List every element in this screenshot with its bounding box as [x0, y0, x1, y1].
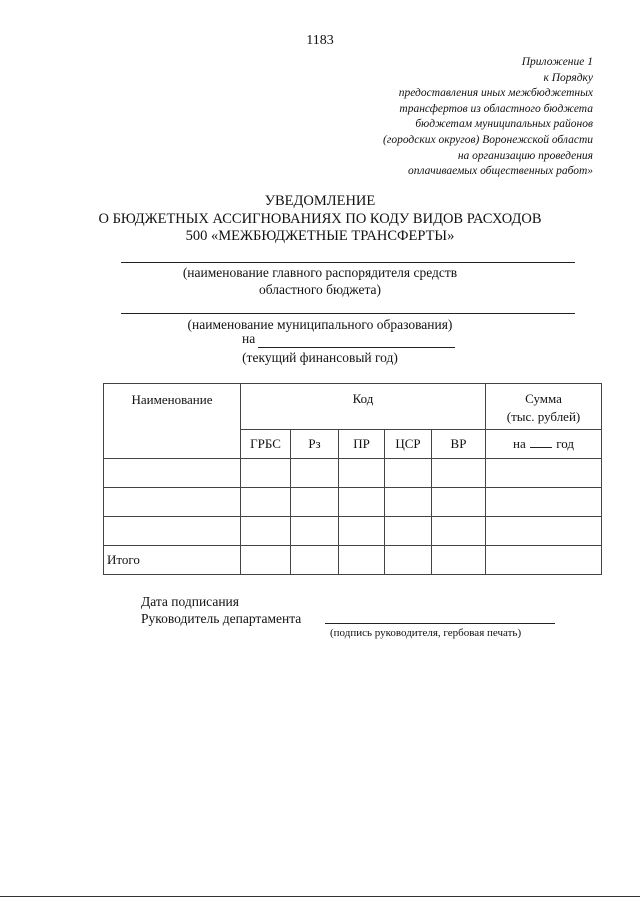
distributor-blank-line — [121, 262, 575, 263]
header-name: Наименование — [104, 384, 241, 459]
year-blank-line — [258, 347, 455, 348]
table-row — [104, 488, 602, 517]
distributor-caption — [0, 264, 640, 298]
appendix-line: к Порядку — [543, 71, 593, 84]
header-grbs: ГРБС — [241, 430, 291, 459]
header-year: на год — [486, 430, 602, 459]
department-head-label: Руководитель департамента — [141, 611, 302, 626]
header-csr: ЦСР — [385, 430, 432, 459]
header-rz: Рз — [291, 430, 339, 459]
document-title — [0, 193, 640, 246]
signature-block — [141, 593, 301, 627]
signing-date-label: Дата подписания — [141, 594, 239, 609]
distributor-caption-line: областного бюджета) — [258, 282, 382, 297]
header-code: Код — [241, 384, 486, 430]
title-line: УВЕДОМЛЕНИЕ — [264, 193, 376, 209]
appendix-line: оплачиваемых общественных работ» — [408, 165, 593, 178]
total-row — [104, 546, 602, 575]
table-row — [104, 459, 602, 488]
table-row — [104, 517, 602, 546]
appendix-line: предоставления иных межбюджетных — [398, 87, 593, 100]
total-label: Итого — [104, 546, 241, 575]
distributor-caption-line: (наименование главного распорядителя средств — [182, 265, 458, 280]
header-sum: Сумма (тыс. рублей) — [486, 384, 602, 430]
allocations-table — [103, 383, 602, 575]
title-line: 500 «МЕЖБЮДЖЕТНЫЕ ТРАНСФЕРТЫ» — [185, 228, 455, 244]
page-number: 1183 — [306, 33, 334, 48]
appendix-line: на организацию проведения — [457, 149, 593, 162]
year-blank — [530, 438, 552, 448]
on-label: на — [242, 331, 256, 346]
signature-caption: (подпись руководителя, гербовая печать) — [330, 627, 522, 639]
title-line: О БЮДЖЕТНЫХ АССИГНОВАНИЯХ ПО КОДУ ВИДОВ РАСХОДОВ — [98, 210, 542, 227]
page-bottom-rule — [0, 896, 640, 897]
header-vr: ВР — [432, 430, 486, 459]
municipality-blank-line — [121, 313, 575, 314]
appendix-line: бюджетам муниципальных районов — [415, 118, 593, 131]
header-pr: ПР — [339, 430, 385, 459]
year-caption: (текущий финансовый год) — [242, 350, 398, 365]
appendix-line: трансфертов из областного бюджета — [399, 102, 593, 115]
appendix-line: (городских округов) Воронежской области — [383, 133, 593, 146]
signature-line — [325, 623, 555, 624]
appendix-note — [383, 55, 593, 180]
municipality-caption: (наименование муниципального образования) — [187, 317, 453, 332]
appendix-line: Приложение 1 — [521, 56, 593, 68]
